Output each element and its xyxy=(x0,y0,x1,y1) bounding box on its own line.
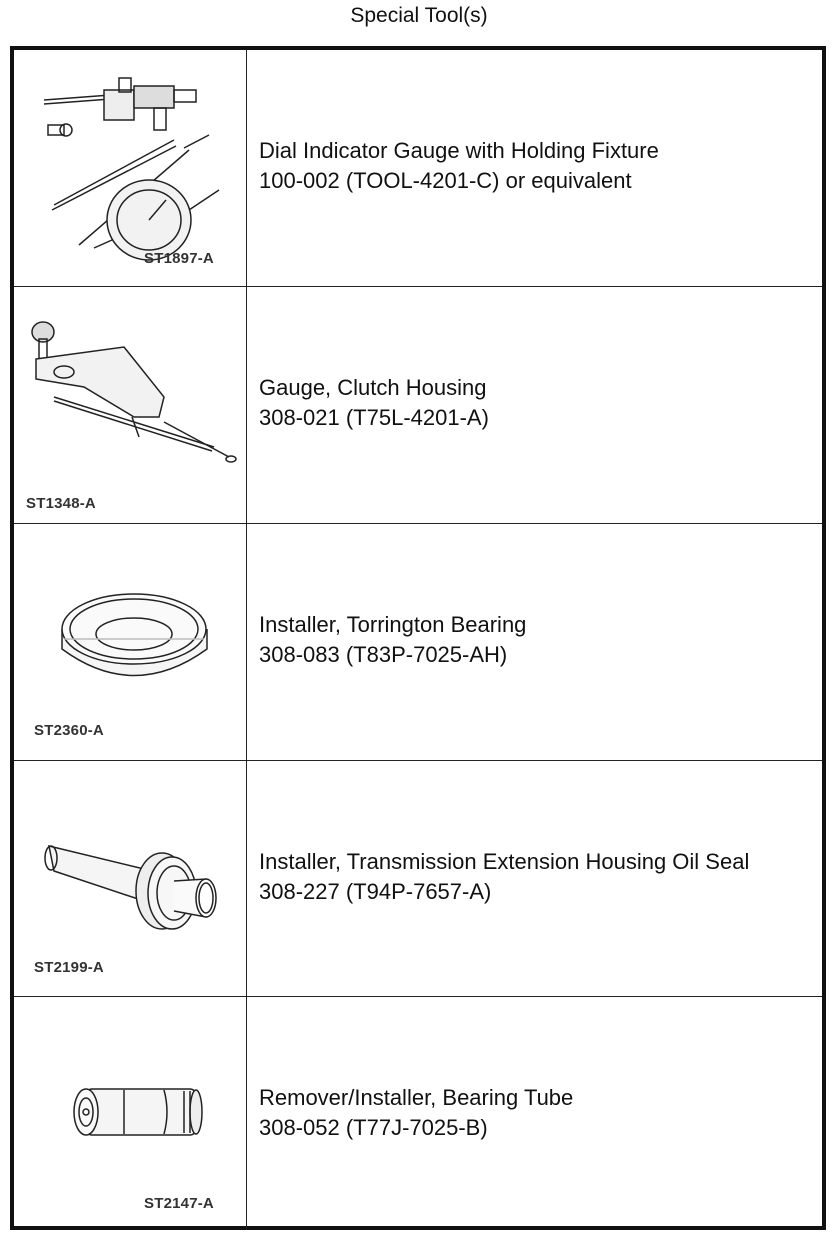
tool-description xyxy=(259,136,659,196)
tool-image-code: ST2147-A xyxy=(144,1195,214,1212)
table-row xyxy=(14,524,822,761)
tool-image-cell xyxy=(14,524,247,760)
tool-part-number: 100-002 (TOOL-4201-C) or equivalent xyxy=(259,168,632,193)
special-tools-table xyxy=(10,46,826,1230)
tool-name: Dial Indicator Gauge with Holding Fixture xyxy=(259,138,659,163)
tool-description xyxy=(259,610,526,670)
tool-description xyxy=(259,373,489,433)
tool-description xyxy=(259,1083,573,1143)
tool-name: Gauge, Clutch Housing xyxy=(259,375,487,400)
tool-name: Installer, Torrington Bearing xyxy=(259,612,527,637)
tool-image-cell xyxy=(14,997,247,1230)
clutch-housing-gauge-illustration-icon xyxy=(14,287,247,523)
table-row xyxy=(14,997,822,1230)
tool-image-code: ST2360-A xyxy=(34,722,104,739)
tool-part-number: 308-021 (T75L-4201-A) xyxy=(259,405,489,430)
tool-image-cell xyxy=(14,287,247,523)
tool-name: Remover/Installer, Bearing Tube xyxy=(259,1085,574,1110)
tool-image-code: ST1348-A xyxy=(26,495,96,512)
page-title: Special Tool(s) xyxy=(350,4,488,27)
tool-part-number: 308-052 (T77J-7025-B) xyxy=(259,1115,488,1140)
tool-description xyxy=(259,847,749,907)
tool-image-cell xyxy=(14,761,247,996)
tool-name: Installer, Transmission Extension Housing Oil Seal xyxy=(259,849,750,874)
table-row xyxy=(14,761,822,997)
table-row xyxy=(14,287,822,524)
tool-part-number: 308-227 (T94P-7657-A) xyxy=(259,879,492,904)
tool-image-code: ST1897-A xyxy=(144,250,214,267)
tool-image-cell xyxy=(14,50,247,286)
tool-image-code: ST2199-A xyxy=(34,959,104,976)
table-row xyxy=(14,50,822,287)
tool-part-number: 308-083 (T83P-7025-AH) xyxy=(259,642,508,667)
